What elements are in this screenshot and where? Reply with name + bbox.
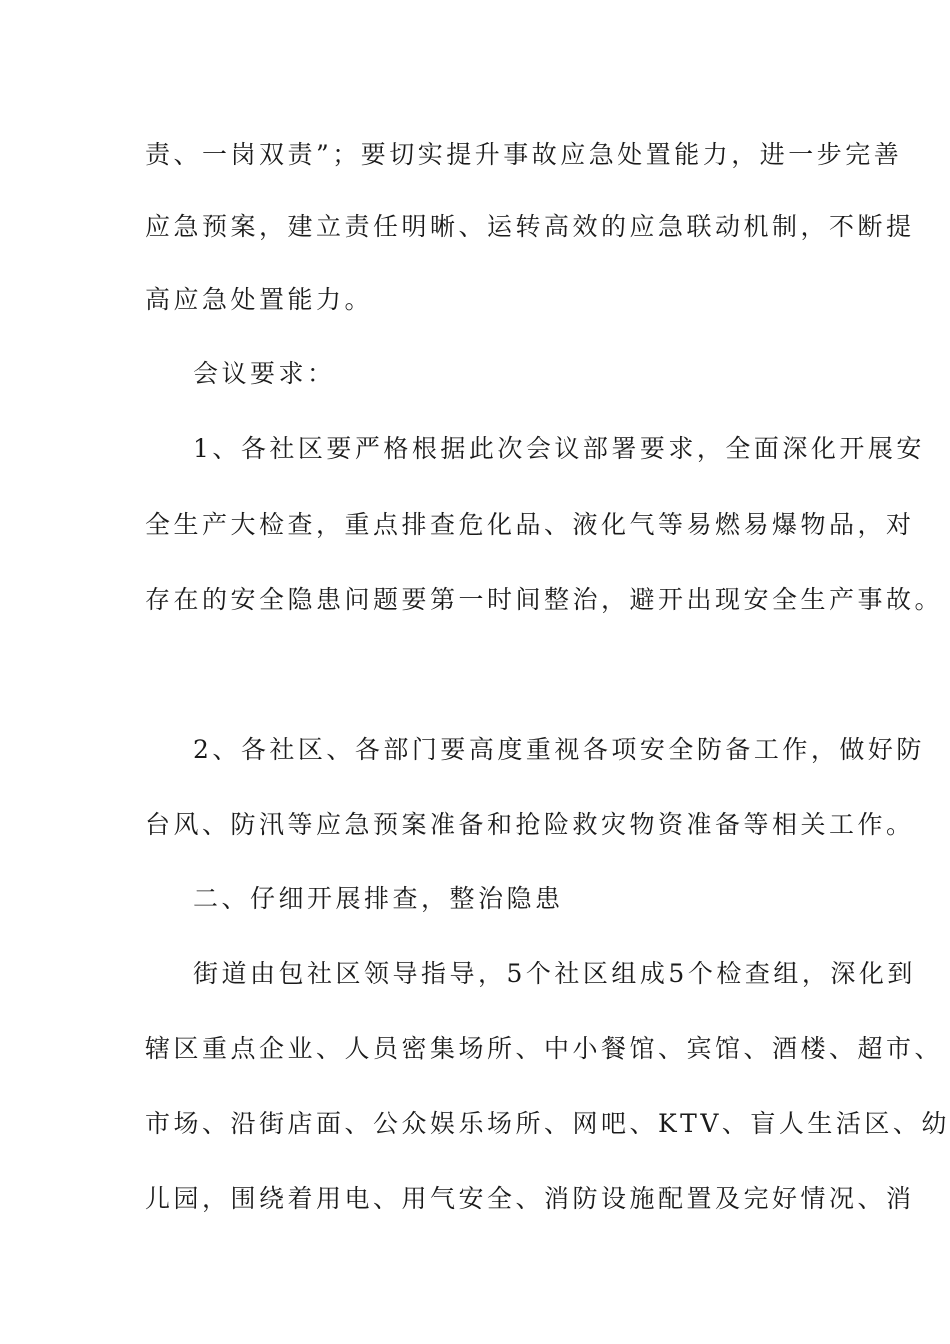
paragraph-line: 儿园，围绕着用电、用气安全、消防设施配置及完好情况、消 <box>145 1184 915 1213</box>
paragraph-line: 1、各社区要严格根据此次会议部署要求，全面深化开展安 <box>193 434 925 463</box>
paragraph-line: 责、一岗双责”；要切实提升事故应急处置能力，进一步完善 <box>145 140 903 169</box>
paragraph-line: 2、各社区、各部门要高度重视各项安全防备工作，做好防 <box>193 735 925 764</box>
section-heading: 二、仔细开展排查，整治隐患 <box>193 884 564 913</box>
paragraph-line: 高应急处置能力。 <box>145 285 374 314</box>
paragraph-line: 全生产大检查，重点排查危化品、液化气等易燃易爆物品，对 <box>145 510 915 539</box>
section-label: 会议要求： <box>193 359 336 388</box>
paragraph-line: 辖区重点企业、人员密集场所、中小餐馆、宾馆、酒楼、超市、 <box>145 1034 944 1063</box>
paragraph-line: 存在的安全隐患问题要第一时间整治，避开出现安全生产事故。 <box>145 585 944 614</box>
paragraph-line: 市场、沿街店面、公众娱乐场所、网吧、KTV、盲人生活区、幼 <box>145 1109 950 1138</box>
paragraph-line: 街道由包社区领导指导，5个社区组成5个检查组，深化到 <box>193 959 916 988</box>
paragraph-line: 台风、防汛等应急预案准备和抢险救灾物资准备等相关工作。 <box>145 810 915 839</box>
paragraph-line: 应急预案，建立责任明晰、运转高效的应急联动机制，不断提 <box>145 212 915 241</box>
